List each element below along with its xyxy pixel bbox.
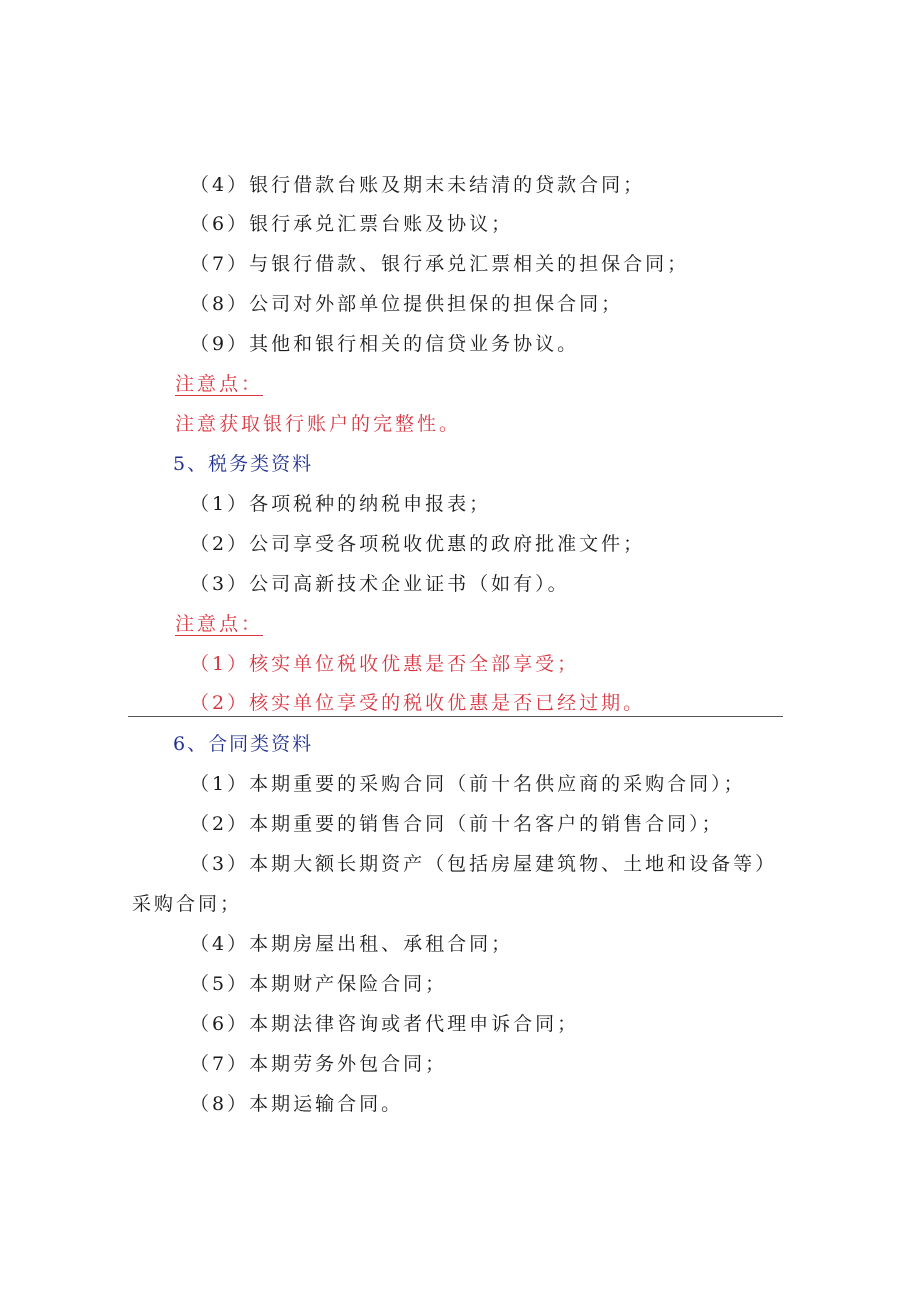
- contract-item-4: （4）本期房屋出租、承租合同；: [190, 933, 514, 955]
- horizontal-divider: [128, 716, 783, 717]
- contract-item-7: （7）本期劳务外包合同；: [190, 1053, 448, 1075]
- bank-item-8: （8）公司对外部单位提供担保的担保合同；: [190, 293, 624, 315]
- bank-note-heading: 注意点：: [175, 373, 264, 395]
- contract-item-8: （8）本期运输合同。: [190, 1093, 404, 1115]
- contract-item-6: （6）本期法律咨询或者代理申诉合同；: [190, 1013, 580, 1035]
- tax-note-item-1: （1）核实单位税收优惠是否全部享受；: [190, 653, 580, 675]
- bank-item-9: （9）其他和银行相关的信贷业务协议。: [190, 333, 580, 355]
- bank-note-text: 注意获取银行账户的完整性。: [175, 413, 462, 435]
- tax-note-heading: 注意点：: [175, 613, 264, 635]
- contract-item-5: （5）本期财产保险合同；: [190, 973, 448, 995]
- tax-item-2: （2）公司享受各项税收优惠的政府批准文件；: [190, 533, 646, 555]
- tax-note-item-2: （2）核实单位享受的税收优惠是否已经过期。: [190, 692, 646, 714]
- bank-item-6: （6）银行承兑汇票台账及协议；: [190, 213, 514, 235]
- contract-item-3-continued: 采购合同；: [132, 893, 243, 915]
- tax-item-1: （1）各项税种的纳税申报表；: [190, 493, 492, 515]
- contract-section-title: 6、合同类资料: [173, 733, 314, 755]
- contract-item-3: （3）本期大额长期资产（包括房屋建筑物、土地和设备等）: [190, 853, 778, 875]
- tax-section-title: 5、税务类资料: [173, 453, 314, 475]
- contract-item-1: （1）本期重要的采购合同（前十名供应商的采购合同）；: [190, 773, 746, 795]
- tax-item-3: （3）公司高新技术企业证书（如有）。: [190, 573, 570, 595]
- contract-item-2: （2）本期重要的销售合同（前十名客户的销售合同）；: [190, 813, 724, 835]
- bank-item-7: （7）与银行借款、银行承兑汇票相关的担保合同；: [190, 253, 690, 275]
- bank-item-4: （4）银行借款台账及期末未结清的贷款合同；: [190, 174, 646, 196]
